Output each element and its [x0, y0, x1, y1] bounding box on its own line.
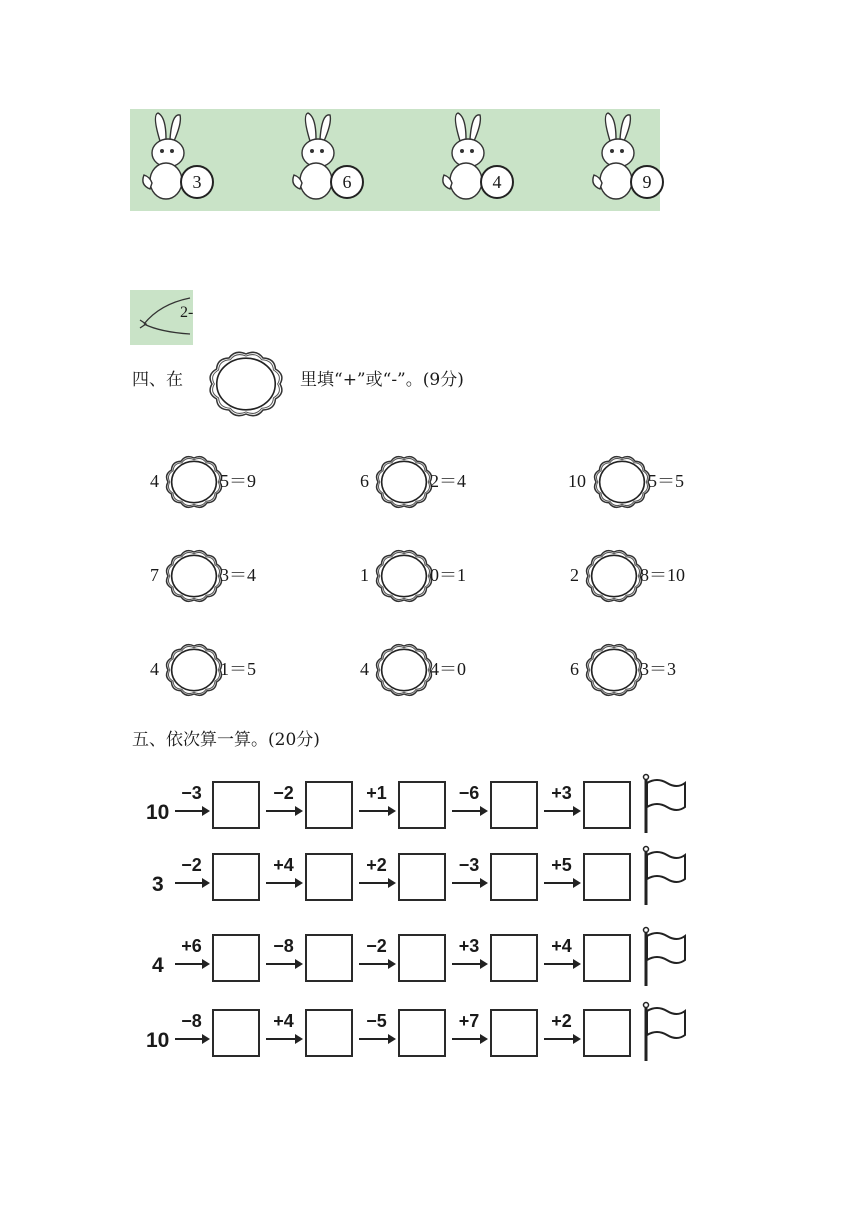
operation-label: −2: [273, 783, 294, 803]
equation-left-number: 7: [150, 565, 159, 585]
operation-label: +3: [458, 936, 480, 956]
arrow-icon: [452, 810, 486, 812]
operation-label: +3: [551, 783, 572, 803]
answer-flower-slot[interactable]: [372, 546, 436, 606]
equation-left-number: 4: [360, 659, 369, 679]
rabbit-ball-number: 3: [180, 165, 214, 199]
equation-right-side: 5＝5: [648, 471, 684, 491]
answer-box[interactable]: [305, 934, 353, 982]
equation-left-number: 2: [570, 565, 579, 585]
answer-box[interactable]: [212, 1009, 260, 1057]
equation-left-number: 4: [150, 659, 159, 679]
operation-label: −8: [181, 1011, 202, 1031]
answer-box[interactable]: [212, 781, 260, 829]
answer-box[interactable]: [583, 781, 631, 829]
answer-box[interactable]: [583, 934, 631, 982]
answer-flower-slot[interactable]: [162, 640, 226, 700]
chain-start-number: 3: [152, 873, 164, 896]
answer-box[interactable]: [583, 853, 631, 901]
answer-box[interactable]: [490, 781, 538, 829]
finish-flag-icon: [641, 926, 687, 988]
chain-start-number: 10: [146, 801, 170, 824]
finish-flag-icon: [641, 845, 687, 907]
operation-label: +5: [551, 855, 572, 875]
answer-flower-slot[interactable]: [590, 452, 654, 512]
answer-box[interactable]: [490, 934, 538, 982]
section5-title: 五、依次算一算。(20分): [132, 730, 320, 750]
arrow-icon: [266, 1038, 301, 1040]
rabbit-figure-2: [288, 111, 368, 207]
equation-right-side: 3＝4: [220, 565, 256, 585]
operation-label: +2: [366, 855, 387, 875]
operation-label: −2: [181, 855, 202, 875]
arrow-icon: [175, 1038, 208, 1040]
operation-label: +4: [273, 855, 294, 875]
equation-right-side: 1＝5: [220, 659, 256, 679]
rabbit-ball-number: 9: [630, 165, 664, 199]
answer-box[interactable]: [305, 853, 353, 901]
operation-label: −3: [181, 783, 202, 803]
arrow-icon: [452, 882, 486, 884]
arrow-icon: [175, 882, 208, 884]
fragment-label: 2-: [180, 304, 193, 321]
operation-label: +4: [273, 1011, 294, 1031]
answer-flower-slot[interactable]: [372, 640, 436, 700]
operation-label: +2: [551, 1011, 572, 1031]
equation-right-side: 0＝1: [430, 565, 466, 585]
answer-box[interactable]: [490, 1009, 538, 1057]
arrow-icon: [544, 882, 579, 884]
equation-right-side: 5＝9: [220, 471, 256, 491]
answer-box[interactable]: [583, 1009, 631, 1057]
flower-circle-icon: [204, 347, 288, 421]
operation-label: +6: [181, 936, 202, 956]
operation-label: +1: [366, 783, 387, 803]
finish-flag-icon: [641, 1001, 687, 1063]
operation-label: −8: [273, 936, 294, 956]
answer-box[interactable]: [305, 781, 353, 829]
answer-box[interactable]: [398, 853, 446, 901]
rabbit-ball-number: 6: [330, 165, 364, 199]
answer-box[interactable]: [212, 853, 260, 901]
answer-flower-slot[interactable]: [162, 452, 226, 512]
arrow-icon: [544, 1038, 579, 1040]
answer-box[interactable]: [490, 853, 538, 901]
arrow-icon: [266, 882, 301, 884]
arrow-icon: [359, 882, 394, 884]
equation-left-number: 6: [570, 659, 579, 679]
equation-left-number: 10: [568, 471, 586, 491]
arrow-icon: [544, 963, 579, 965]
section4-title-suffix: 里填“+”或“-”。(9分): [300, 370, 464, 390]
arrow-icon: [452, 963, 486, 965]
answer-box[interactable]: [398, 934, 446, 982]
answer-box[interactable]: [398, 1009, 446, 1057]
arrow-icon: [452, 1038, 486, 1040]
arrow-icon: [266, 810, 301, 812]
operation-label: +4: [551, 936, 572, 956]
rabbit-figure-1: [138, 111, 218, 207]
rabbit-figure-3: [438, 111, 518, 207]
equation-right-side: 2＝4: [430, 471, 466, 491]
rabbit-figure-4: [588, 111, 668, 207]
rabbit-strip: [130, 109, 660, 211]
rabbit-ball-number: 4: [480, 165, 514, 199]
operation-label: +7: [458, 1011, 480, 1031]
operation-label: −5: [366, 1011, 387, 1031]
answer-flower-slot[interactable]: [582, 546, 646, 606]
answer-flower-slot[interactable]: [162, 546, 226, 606]
answer-box[interactable]: [212, 934, 260, 982]
arrow-icon: [175, 963, 208, 965]
arrow-icon: [359, 1038, 394, 1040]
operation-label: −3: [458, 855, 480, 875]
answer-box[interactable]: [305, 1009, 353, 1057]
operation-label: −6: [458, 783, 480, 803]
equation-left-number: 1: [360, 565, 369, 585]
equation-right-side: 8＝10: [640, 565, 685, 585]
answer-box[interactable]: [398, 781, 446, 829]
operation-label: −2: [366, 936, 387, 956]
equation-right-side: 4＝0: [430, 659, 466, 679]
answer-flower-slot[interactable]: [372, 452, 436, 512]
arrow-icon: [266, 963, 301, 965]
arrow-icon: [175, 810, 208, 812]
answer-flower-slot[interactable]: [582, 640, 646, 700]
equation-left-number: 6: [360, 471, 369, 491]
equation-right-side: 3＝3: [640, 659, 676, 679]
arrow-icon: [359, 810, 394, 812]
equation-left-number: 4: [150, 471, 159, 491]
chain-start-number: 10: [146, 1029, 170, 1052]
finish-flag-icon: [641, 773, 687, 835]
section4-title-prefix: 四、在: [132, 370, 183, 390]
arrow-icon: [544, 810, 579, 812]
cropped-figure-fragment: [130, 290, 193, 345]
arrow-icon: [359, 963, 394, 965]
chain-start-number: 4: [152, 954, 164, 977]
